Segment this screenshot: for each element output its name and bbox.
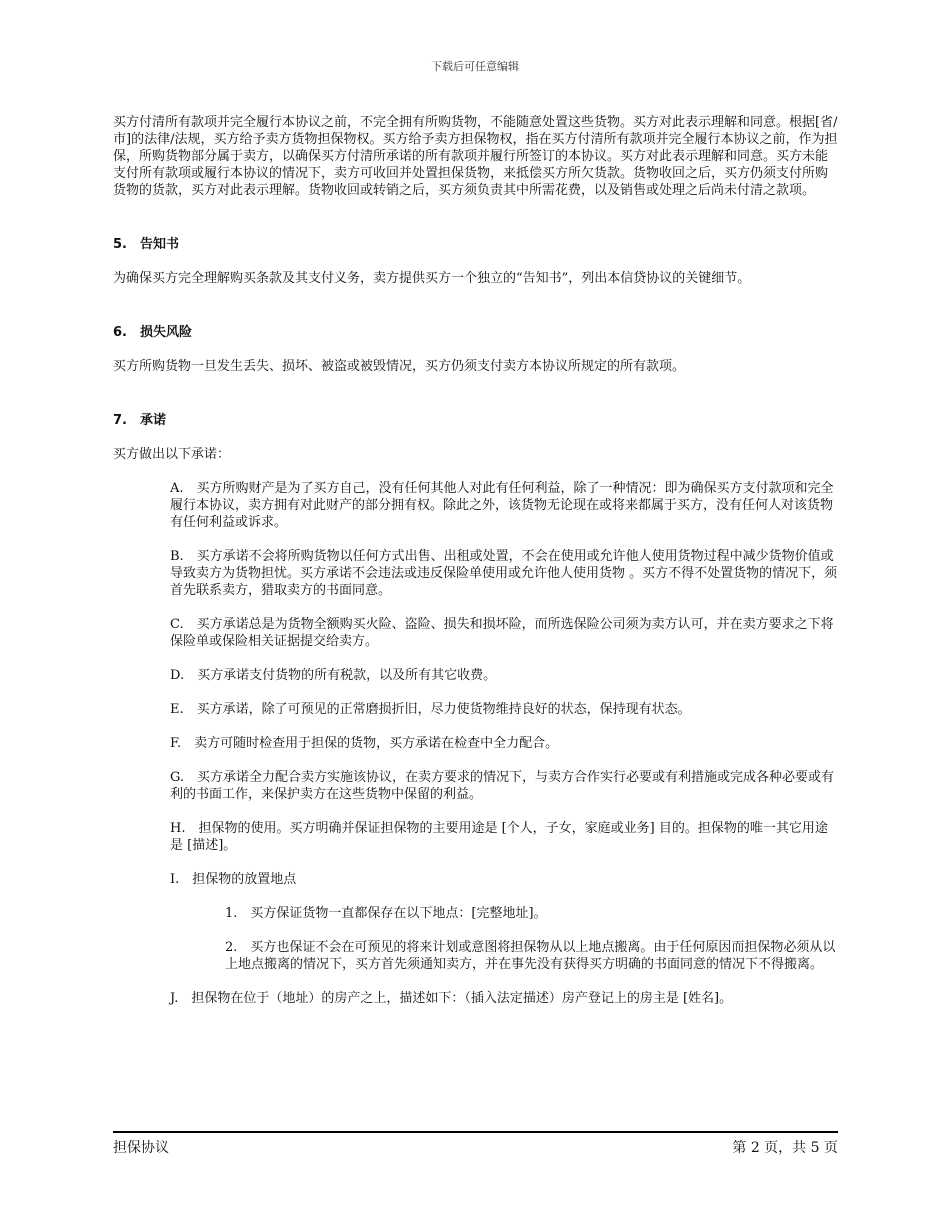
section-6-paragraph: 买方所购货物一旦发生丢失、损坏、被盗或被毁情况，买方仍须支付卖方本协议所规定的所有款项。 [113,359,686,374]
page-header: 下载后可任意编辑 [431,60,519,73]
section-5-heading: 5. 告知书 [113,237,179,252]
section-5-paragraph: 为确保买方完全理解购买条款及其支付义务，卖方提供买方一个独立的“告知书”，列出本信贷协议的关键细节。 [113,271,751,286]
commitment-i: I. 担保物的放置地点 [170,872,297,887]
footer-title: 担保协议 [113,1140,169,1156]
commitment-c: C. 买方承诺总是为货物全额购买火险、盗险、损失和损坏险，而所选保险公司须为卖方认可，并在卖方要求之下将保险单或保险相关证据提交给卖方。 [170,617,834,649]
commitment-i-1: 1. 买方保证货物一直都保存在以下地点：[完整地址]。 [225,906,547,921]
commitment-j: J. 担保物在位于（地址）的房产之上，描述如下：（插入法定描述）房产登记上的房主是 [姓名]。 [170,991,733,1006]
commitment-d: D. 买方承诺支付货物的所有税款，以及所有其它收费。 [170,668,497,683]
intro-paragraph: 买方付清所有款项并完全履行本协议之前，不完全拥有所购货物，不能随意处置这些货物。买方对此表示理解和同意。根据[省/市]的法律/法规，买方给予卖方货物担保物权。买方给予卖方担保物权，指在买方付清所有款项并完全履行本协议之前，作为担保，所购货物部分属于卖方，以确保买方付清所承诺的所有款项并履行所签订的本协议。买方对此表示理解和同意。买方未能支付所有款项或履行本协议的情况下，卖方可收回并处置担保货物，来抵偿买方所欠货款。货物收回之后，买方仍须支付所购货物的货款，买方对此表示理解。货物收回或转销之后，买方须负责其中所需花费，以及销售或处理之后尚未付清之款项。 [113,115,838,198]
commitment-b: B. 买方承诺不会将所购货物以任何方式出售、出租或处置，不会在使用或允许他人使用货物过程中减少货物价值或导致卖方为货物担忧。买方承诺不会违法或违反保险单使用或允许他人使用货物 。买方不得不处置货物的情况下，须首先联系卖方，猎取卖方的书面同意。 [170,549,838,598]
section-7-paragraph: 买方做出以下承诺： [113,447,231,462]
page-footer [113,1137,838,1157]
document-body [113,114,838,1007]
commitment-e: E. 买方承诺，除了可预见的正常磨损折旧，尽力使货物维持良好的状态，保持现有状态。 [170,702,691,717]
commitment-a: A. 买方所购财产是为了买方自己，没有任何其他人对此有任何利益，除了一种情况：即为确保买方支付款项和完全履行本协议，卖方拥有对此财产的部分拥有权。除此之外，该货物无论现在或将来都属于买方，没有任何人对该货物有任何利益或诉求。 [170,481,834,530]
commitment-f: F. 卖方可随时检查用于担保的货物，买方承诺在检查中全力配合。 [170,736,559,751]
commitment-g: G. 买方承诺全力配合卖方实施该协议，在卖方要求的情况下，与卖方合作实行必要或有利措施或完成各种必要或有利的书面工作，来保护卖方在这些货物中保留的利益。 [170,770,835,802]
commitment-i-2: 2. 买方也保证不会在可预见的将来计划或意图将担保物从以上地点搬离。由于任何原因而担保物必须从以上地点搬离的情况下，买方首先须通知卖方，并在事先没有获得买方明确的书面同意的情况下不得搬离。 [225,940,836,972]
section-6-heading: 6. 损失风险 [113,325,192,340]
footer-divider [113,1131,838,1133]
commitment-h: H. 担保物的使用。买方明确并保证担保物的主要用途是 [个人，子女，家庭或业务] 目的。担保物的唯一其它用途是 [描述]。 [170,821,828,853]
page-number: 第 2 页，共 5 页 [732,1140,838,1156]
section-7-heading: 7. 承诺 [113,413,166,428]
